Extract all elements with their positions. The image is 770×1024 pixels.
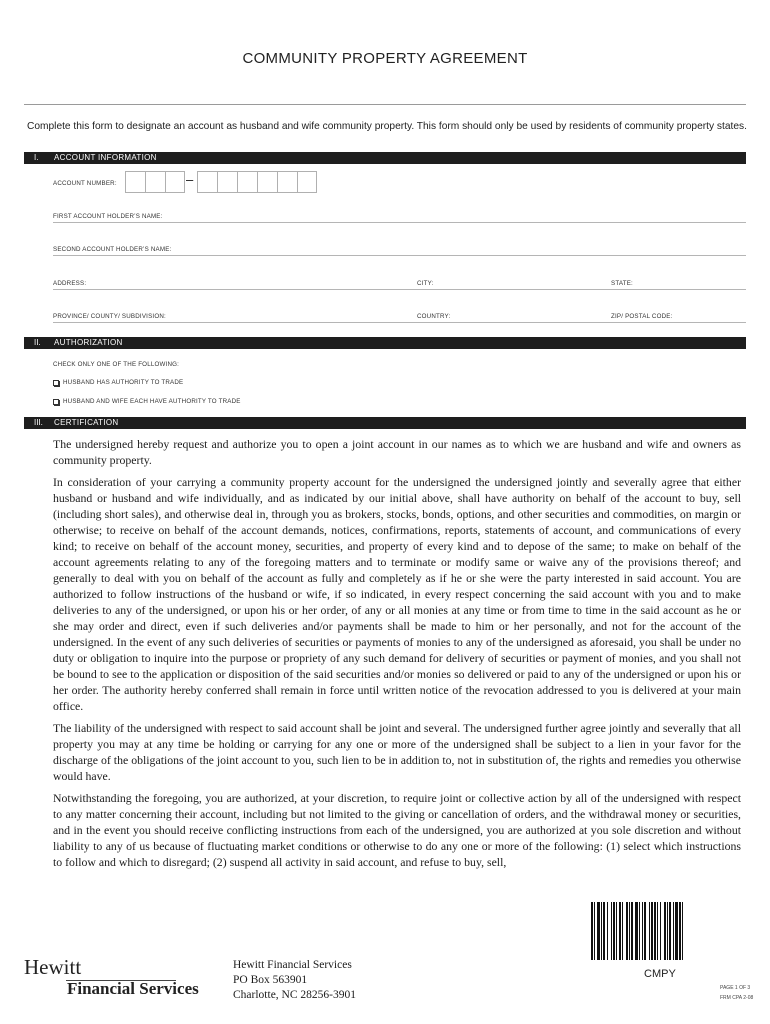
- barcode-bar: [594, 902, 595, 960]
- state-label: STATE:: [611, 280, 633, 287]
- barcode-bar: [631, 902, 633, 960]
- section-number: II.: [34, 338, 41, 347]
- barcode-bar: [601, 902, 602, 960]
- barcode-bar: [616, 902, 617, 960]
- section-title: AUTHORIZATION: [54, 338, 123, 347]
- barcode-bar: [619, 902, 621, 960]
- address-line: Charlotte, NC 28256-3901: [233, 989, 356, 1001]
- province-label: PROVINCE/ COUNTY/ SUBDIVISION:: [53, 313, 166, 320]
- mailing-address: [233, 958, 356, 1003]
- barcode-bar: [675, 902, 678, 960]
- certification-paragraph: The liability of the undersigned with respect to said account shall be joint and several. The undersigned further agree jointly and severally that all property you may at any time be holding or carrying for any one or more of the undersigned shall be subject to a lien in your favor for the discharge of the obligations of the joint account to you, such lien to be in addition to, not in substitution of, the rights and remedies you otherwise would have.: [53, 721, 741, 783]
- checkbox-icon[interactable]: [53, 399, 59, 405]
- account-number-prefix-boxes: [125, 171, 185, 194]
- section-title: CERTIFICATION: [54, 418, 119, 427]
- address-label: ADDRESS:: [53, 280, 87, 287]
- certification-paragraph: Notwithstanding the foregoing, you are authorized, at your discretion, to require joint or collective action by all of the undersigned with respect to any matter concerning their account, including but not limited to the giving or cancellation of orders, and the withdrawal money or securities, and in the event you should receive conflicting instructions from each of the undersigned, you are authorized at you sole discretion and without liability to any of us because of fluctuating market conditions or otherwise to do any one or more of the following: (1) select which instructions to follow and which to disregard; (2) suspend all activity in said account, and refuse to buy, sell,: [53, 791, 741, 869]
- account-number-suffix-boxes: [197, 171, 317, 194]
- first-holder-label: FIRST ACCOUNT HOLDER’S NAME:: [53, 213, 163, 220]
- section-number: III.: [34, 418, 43, 427]
- intro-text: Complete this form to designate an account as husband and wife community property. This form should only be used by residents of community property states.: [27, 121, 747, 132]
- title-divider: [24, 104, 746, 105]
- address-line: PO Box 563901: [233, 974, 308, 986]
- account-number-digit-box[interactable]: [165, 171, 185, 193]
- province-country-zip-field[interactable]: [53, 322, 746, 323]
- account-number-digit-box[interactable]: [145, 171, 165, 193]
- barcode-bar: [667, 902, 668, 960]
- certification-paragraph: The undersigned hereby request and authorize you to open a joint account in our names as to which we are husband and wife and owners as community property.: [53, 437, 741, 467]
- barcode-bar: [679, 902, 681, 960]
- page-title: COMMUNITY PROPERTY AGREEMENT: [242, 50, 528, 67]
- barcode-bar: [651, 902, 653, 960]
- barcode-bar: [654, 902, 656, 960]
- barcode-bar: [635, 902, 638, 960]
- barcode-bar: [673, 902, 674, 960]
- option-label: HUSBAND AND WIFE EACH HAVE AUTHORITY TO TRADE: [63, 398, 241, 405]
- barcode-bar: [649, 902, 650, 960]
- page-number: PAGE 1 OF 3: [720, 985, 751, 991]
- barcode-label: CMPY: [644, 968, 676, 980]
- account-number-label: ACCOUNT NUMBER:: [53, 180, 117, 187]
- barcode-bar: [644, 902, 646, 960]
- certification-paragraph: In consideration of your carrying a community property account for the undersigned the undersigned jointly and severally agree that either husband or husband and wife individually, and as indicated by our initial above, shall have authority on behalf of the account to buy, sell (including short sales), and otherwise deal in, through you as brokers, stocks, bonds, options, and other securities and commodities, on margin or otherwise; to receive on behalf of the account demands, notices, confirmations, reports, statements of account, and communications of every kind; to receive on behalf of the account money, securities, and property of every kind and to depose of the same; to make on behalf of the account agreements relating to any of the foregoing matters and to terminate or modify same or waive any of the provisions thereof; and generally to deal with you on behalf of the account as fully and completely as if he or she were the party interested in said account. You are authorized to follow instructions of the husband or wife, if so indicated, in every respect concerning the said account with you and to make deliveries to any of the undersigned, or upon his or her order, of any or all monies at any time or from time to time in the said account as he or she may order and direct, even if such deliveries and/or payments shall be made to him or her personally, and not for the account of the undersigned. In the event of any such deliveries of securities or payments of monies to any of the undersigned as aforesaid, you shall be under no duty or obligation to inquire into the purpose or propriety of any such demand for delivery of securities or payment of monies, and you shall not be bound to see to the application or disposition of the said securities and/or monies so delivered or paid to any of the undersigned or upon his or her order. The authority hereby conferred shall remain in force until written notice of the revocation addressed to you is delivered at your main office.: [53, 475, 741, 713]
- barcode-bar: [603, 902, 605, 960]
- first-holder-field[interactable]: [53, 222, 746, 223]
- option-label: HUSBAND HAS AUTHORITY TO TRADE: [63, 379, 184, 386]
- section-number: I.: [34, 153, 39, 162]
- second-holder-label: SECOND ACCOUNT HOLDER’S NAME:: [53, 246, 172, 253]
- husband-and-wife-authority-option[interactable]: [53, 398, 241, 405]
- account-number-digit-box[interactable]: [217, 171, 237, 193]
- account-number-digit-box[interactable]: [237, 171, 257, 193]
- barcode-bar: [611, 902, 612, 960]
- barcode-bar: [660, 902, 661, 960]
- barcode-bar: [622, 902, 623, 960]
- barcode-bar: [642, 902, 643, 960]
- country-label: COUNTRY:: [417, 313, 451, 320]
- logo-hewitt: Hewitt: [24, 955, 82, 979]
- authorization-instruction: CHECK ONLY ONE OF THE FOLLOWING:: [53, 361, 180, 368]
- second-holder-field[interactable]: [53, 255, 746, 256]
- account-number-digit-box[interactable]: [197, 171, 217, 193]
- section-header-certification: [24, 417, 746, 429]
- checkbox-icon[interactable]: [53, 380, 59, 386]
- form-number: FRM CPA 2-08: [720, 995, 754, 1001]
- zip-label: ZIP/ POSTAL CODE:: [611, 313, 673, 320]
- account-number-digit-box[interactable]: [125, 171, 145, 193]
- section-header-authorization: [24, 337, 746, 349]
- certification-body: [53, 436, 741, 876]
- city-label: CITY:: [417, 280, 434, 287]
- barcode-bar: [669, 902, 671, 960]
- barcode-bar: [613, 902, 615, 960]
- husband-authority-option[interactable]: [53, 379, 183, 386]
- account-number-dash: –: [186, 172, 194, 187]
- barcode-bar: [639, 902, 640, 960]
- barcode-bar: [607, 902, 608, 960]
- section-header-account-information: [24, 152, 746, 164]
- account-number-digit-box[interactable]: [297, 171, 317, 193]
- barcode-bar: [626, 902, 628, 960]
- address-line: Hewitt Financial Services: [233, 959, 352, 971]
- barcode-bar: [629, 902, 630, 960]
- barcode-bar: [597, 902, 600, 960]
- barcode-bar: [657, 902, 658, 960]
- address-city-state-field[interactable]: [53, 289, 746, 290]
- barcode-icon: [590, 902, 740, 960]
- barcode-bar: [664, 902, 666, 960]
- logo-financial-services: Financial Services: [67, 979, 199, 998]
- barcode-bar: [682, 902, 683, 960]
- account-number-digit-box[interactable]: [277, 171, 297, 193]
- barcode-bar: [591, 902, 593, 960]
- section-title: ACCOUNT INFORMATION: [54, 153, 157, 162]
- account-number-digit-box[interactable]: [257, 171, 277, 193]
